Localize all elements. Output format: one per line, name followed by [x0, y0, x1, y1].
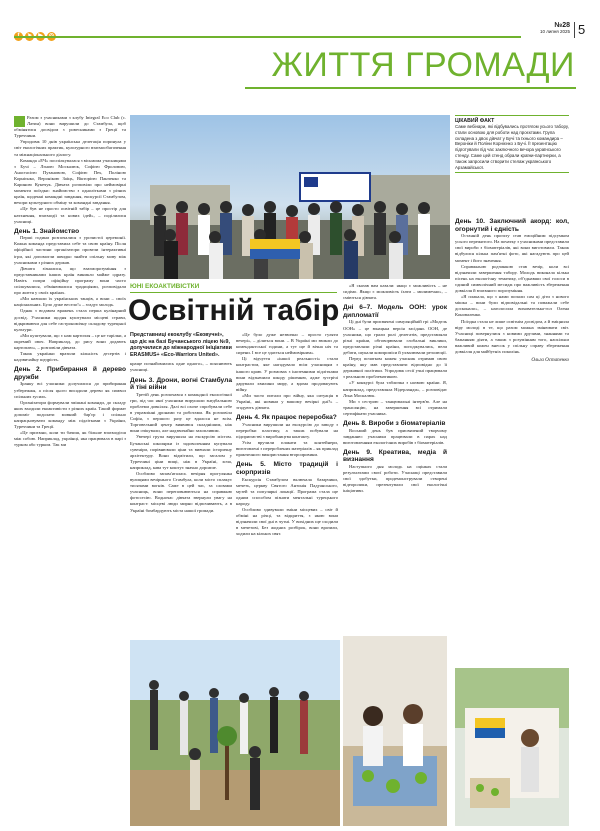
paragraph: Особливо здивували зміни місцевих – світ й обміні на річці, та відкриття, з якою вони відзначили свої дні в чутні. У вихідних ще сходили в мечетові, Без жодних розбірок, вони вразили, ходили на кількох свят. — [236, 507, 338, 537]
quote-paragraph: «Я плакала, що з нами попали сам ці діти з нового мiшкa – вони були відповідальні та поважали себе досконало», – наголосила вихователька-гол Олена Коноваленко. — [455, 294, 569, 318]
paragraph: Увечері група вирушила на екскурсію містом. Бучанські школярки із задоволенням купували сувеніри, порівнювали ціни та вивчали історичну архітектуру. Вони відмітили, що загалом у Туреччині ціни вищі, ніж в Україні, хоча, наприклад, кава тут коштує значно дорожче. — [130, 434, 232, 470]
paragraph: Ми з сестрою – танцювальні інтерв'ю. Але на трансляцію, на завершення всі отримали сертифікати учасника. — [343, 398, 447, 416]
paragraph: Екскурсія Стамбулом включала базарчики, мечеть, церкву Святого Антонія Падуанського, музей та популярні локації. Програма стала ще одним способом пізнати ментальні турецького народу. — [236, 476, 338, 506]
day1-heading: День 1. Знайомство — [14, 227, 80, 235]
group-photo — [130, 115, 450, 279]
day6-heading: Дні 6–7. Модель ООН: урок дипломатії — [343, 304, 447, 319]
stand-photo — [455, 668, 569, 826]
day2-heading: День 2. Прибирання й дерево дружби — [14, 366, 126, 381]
drop-cap — [14, 116, 25, 127]
day9-heading: День 9. Креатива, медіа й визнання — [343, 448, 447, 464]
paragraph: «У конкурсі була табличка з назвою країни. Я, наприклад, представляла Нідерланди», – розповідає Лєна Москалюк. — [343, 380, 447, 398]
paragraph: «Ми куштували, що є нам картопля – це не тарілки, а окремий овоч. Наприклад, до рису вони додають картоплю», – розповіли дівчата. — [14, 332, 126, 350]
quote-paragraph: «Це було дуже незвично – просто гуляти вечері», – діляться вони. – В Україні ми звикли до комендантської години, а тут ще й вічна ніч та сирени. І все це здається неймовірним». — [236, 332, 338, 356]
tree-planting-photo — [130, 640, 340, 826]
stand-image — [455, 668, 569, 826]
paragraph: «Ми часто питали про війну, яка ситуація в Україні, які новини у вашому вечірні дні?» – згадують дівчата. — [236, 392, 338, 411]
paragraph: Зранку всі учасники долучилися до прибирання узбережжя, а після цього висадили дерево як символ спільних зусиль. — [14, 381, 126, 399]
author-signature: Ольга Остапенко — [531, 358, 569, 364]
group-photo-image — [130, 115, 450, 279]
paragraph: Восьмий день був присвячений творчому завданню: учасники працювали в парах над виготовленням екологічних виробів з біоматеріалів. — [343, 427, 447, 445]
article-title: Освітній табір — [128, 294, 340, 327]
social-icons-row — [14, 24, 74, 34]
fact-box — [455, 115, 569, 173]
paragraph: Наступного дня молодь на оцінках стали результатами своєї роботи. Учасниці представили свої здобутки, продемонстрували створені відеоролики, презентували свої екологічні ініціативи. — [343, 464, 447, 494]
paragraph: Особливо запам'яталась вечірня прогулянка вулицями вечірнього Стамбула, коли місто сплакує тисячами вогнів. Саме в цей час, за словами учасниць, вони переповнюються на справжню фотосесію. Водночас дівчата звернули увагу на контраст: місцеві люди мирно відпочивають, а в Україні бомбардують міста нашої громади. — [130, 470, 232, 513]
paragraph: Однак з вєдавом вражень стала перша кулінарний досвід. Учасники щодня куштували місцеві страви, відкриваючи для себе гастрономічну складову турецької культури. — [14, 308, 126, 332]
section-title: ЖИТТЯ ГРОМАДИ — [271, 46, 575, 84]
paragraph: Справжньою родзинкою став вечір, коли всі відзначили завершення табору. Молодь виконала кілька пісень на екологічну тематику, об'єднавши свої голоси в єдиний символічний месидж про важливість збереження довкілля й взаємного порозуміння. — [455, 263, 569, 294]
page-number-divider — [574, 22, 575, 38]
day3-heading: День 3. Дрони, вогні Стамбула й тіні війни — [130, 376, 232, 392]
fact-box-text: Саме вебінари, які відбувались протягом усього табору, стали основою для роботи над проєктами. Група складена з двох дівчат у Бучі та їхнього командира – Вероніки й Поліни Корнієнко з Бучі. Її презентацію підготували під час заключного вечора українського стенду. Саме цей стенд обрали країни-партнерки, а також запросили створити стелаж українського Арзамайської. — [455, 124, 569, 170]
paragraph: Останній день проєкту став емоційним підсумком усього пережитого. На початку з учасниками представили свої вироби з біоматеріалів, які вони виготовили. Також відбулися кілька пам'ятні фото, які нагадують про цей момент і його значення. — [455, 233, 569, 263]
paragraph: Організатори формували змішані команди, до складу яких входили екоактивісти з різних країн. Такий формат допоміг подолати мовний бар'єр і спільно напрацьовувати команду між підлітками з України, Туреччини та Греції. — [14, 399, 126, 430]
column-2 — [130, 332, 232, 514]
eco-craft-photo — [343, 636, 447, 826]
day8-heading: День 8. Вироби з біоматеріалів — [343, 419, 446, 427]
column-5 — [455, 215, 569, 364]
rubric-label: ЮНІ ЕКОАКТИВІСТКИ — [130, 283, 200, 290]
paragraph: «Це приємно, коли ти бачиш, як більше взаємодієш між собою. Наприклад, українці, яка працювала в парі з турком або турком. Так ми — [14, 430, 126, 448]
paragraph: краще познайомились одне одного», – пояснюють учасниці. — [130, 361, 232, 373]
paragraph: Команда «ЕЧ» поспілкувалася з вісьмома учасницями з Бучі – Лєною Москалюк, Софією Фроловою, Анастасією Пузановою, Софією Пех, Поліною Корнієнко, Веронікою Заїць, Вікторією Панченко та Кариною Кукечук. Дівчата розповіли про неймовірні моменти поїздки: знайомство з однолітками з різних країн, щоденні командні завдання, екскурсії Стамбулом, вечори культурного обміну та командні завдання. — [14, 157, 126, 206]
paragraph: Ці відчуття «іншої реальності» стали контрастом, яке нагадувало всім учасницям з іншого краю. У розмовах з іноземними підлітками вони відзначили шкоду рішенню, адже зустрічі дарували хвилини миру, а вдома продовжують війну. — [236, 356, 338, 392]
intro-paragraph — [14, 115, 126, 139]
column-4 — [343, 283, 447, 495]
paragraph: Усім вручили плакати та контейнери, виготовлені з перероблених матеріалів – як приклад практичного використання вторсировини. — [236, 440, 338, 458]
paragraph: Упродовж 10 днів українська делегація поринула у світ екологічних практик, культурного взаємообагачення та міжнаціонального діалогу. — [14, 139, 126, 157]
paragraph: Перед початком кожен учасник отримав свою країну, яку мав представляти відповідно до її державної політики. Упродовж сесії учні працювали з реальною проблематикою. — [343, 356, 447, 380]
quote-paragraph: «Це був не просто освітній табір – це простір для натхнення, взаємодії та нових ідей», – поділилися учасниці. — [14, 206, 126, 224]
page-number: 5 — [578, 22, 586, 37]
day5-heading: День 5. Місто традицій і сюрпризів — [236, 461, 338, 476]
issue-info — [530, 22, 570, 34]
column-3 — [236, 332, 338, 538]
issue-number: №28 — [554, 22, 570, 29]
paragraph: Ці дні були присвячені симуляційній грі «Модель ООН» – це юнацька версія засідань ООН, де учасники, що грали ролі делегатів, представляли різні країни, обговорювали глобальні виклики, представляли різні країни, погоджувались, вели дебати, шукали компроміси й ухвалювали резолюції. — [343, 319, 447, 355]
eco-craft-image — [343, 636, 447, 826]
tree-planting-image — [130, 640, 340, 826]
day4-heading: День 4. Як працює переробка? — [236, 414, 337, 422]
paragraph: Дівчата зізналися, що взаєморозуміння з представниками інших країн виникло майже одразу. Навіть попри офіційну програму вони часто спілкувалися, обмінювалися традиціями, розповідали про життя у своїх країнах. — [14, 265, 126, 296]
day10-heading: День 10. Заключний акорд: кол, огорнутий і єдність — [455, 218, 569, 233]
paragraph: «Ми навчали їх українських танців, а вони – своїх національних. Було дуже весело!» – згадує молодь. — [14, 296, 126, 308]
issue-date: 10 липня 2025 — [539, 29, 570, 34]
rubric-rule — [130, 292, 337, 293]
paragraph: Учасники вирушили на екскурсію до заводу з переробки пластику, а також побували на підприємстві з виробництва контакту. — [236, 421, 338, 439]
fact-box-title: ЦІКАВИЙ ФАКТ — [455, 118, 495, 124]
paragraph: Третій день розпочався з командної екологічної гри, під час якої учасники вирушали знедбальною проблеми довкілля. Далі всі охоче спробували себе в управлінні дронами та роботами. Як розповіла Софія, з першого разу це вдалося не всім. Торговельний центр виявився складнішим, ніж вони очікували, але надзвичайно захопливим. — [130, 391, 232, 434]
paragraph: Перші години розпочалися з урочистої церемонії. Кожна команда представила себе та свою країну. Після офіційної частини організатори провели інтерактивні ігри, які допомогли швидко знайти спільну мову між учасниками з різних держав. — [14, 235, 126, 265]
column-1 — [14, 115, 126, 448]
lead-paragraph: Представниці екоклубу «Ековучні», що діє на базі Бучанського ліцею №9, долучилися до міжнародної ініціативи ERASMUS+ «Eco-Warriors United». — [130, 332, 232, 358]
quote-paragraph: «Я сказав вам казали: якщо є можливість – не сидімо. Якщо є можливість їхати – милимечно», – сміються дівчата. — [343, 283, 447, 301]
intro-text: Разом з учасниками з клубу Integral Eco Club (с. Латин) вони вирушили до Стамбула, щоб обмінятися досвідом з ровесниками з Греції та Туреччини. — [14, 115, 126, 139]
paragraph: Також українки вразили кількість десертів і надзвичайну щедрість. — [14, 351, 126, 363]
header-rule — [14, 36, 521, 38]
paragraph: Поїздка стала не лише освітнім досвідом, а й зміцнила віру молоді в те, що разом можна змінювати світ. Учасниці повернулися з новими друзями, знаннями та бажанням діяти, а також з розумінням того, наскільки важливий кожен внесок у спільну справу збереження довкілля для майбутніх поколінь. — [455, 318, 569, 354]
title-underline — [245, 87, 576, 89]
